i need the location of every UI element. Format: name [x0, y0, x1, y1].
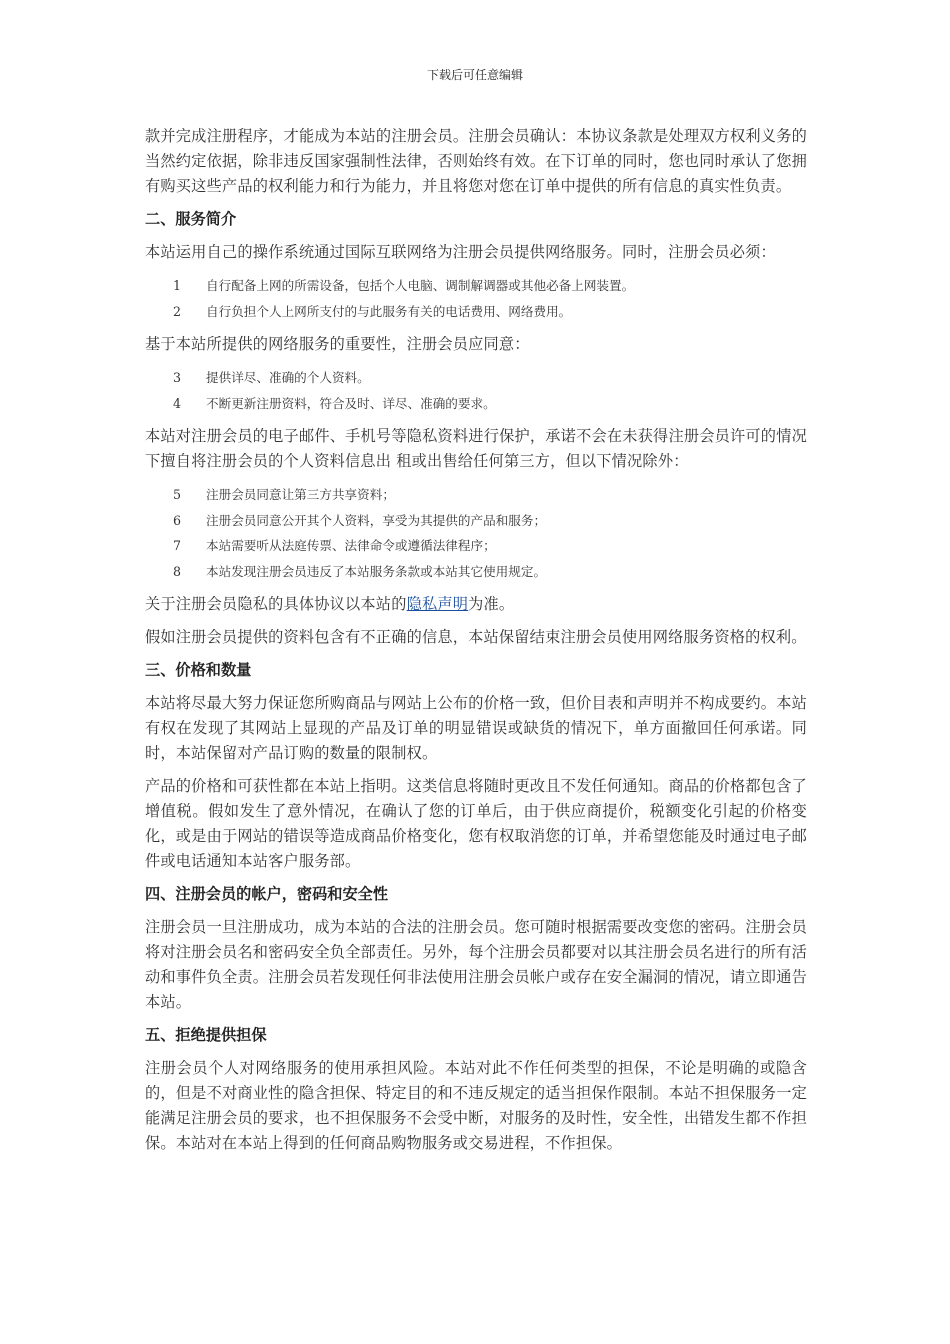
list-text: 注册会员同意公开其个人资料，享受为其提供的产品和服务； — [206, 512, 547, 528]
section-heading-warranty: 五、拒绝提供担保 — [145, 1026, 267, 1044]
section-heading-account: 四、注册会员的帐户，密码和安全性 — [145, 885, 388, 903]
list-number: 7 — [173, 538, 182, 553]
intro-paragraph: 款并完成注册程序，才能成为本站的注册会员。注册会员确认：本协议条款是处理双方权利义务的当然约定依据，除非违反国家强制性法律，否则始终有效。在下订单的同时，您也同时承认了您拥有购买这些产品的权利能力和行为能力，并且将您对您在订单中提供的所有信息的真实性负责。 — [145, 127, 807, 195]
list-text: 本站需要听从法庭传票、法律命令或遵循法律程序； — [206, 538, 496, 553]
list-item — [145, 482, 807, 508]
list-text: 提供详尽、准确的个人资料。 — [206, 370, 370, 385]
list-number: 8 — [173, 563, 182, 579]
account-paragraph: 注册会员一旦注册成功，成为本站的合法的注册会员。您可随时根据需要改变您的密码。注册会员将对注册会员名和密码安全负全部责任。另外，每个注册会员都要对以其注册会员名进行的所有活动和事件负全责。注册会员若发现任何非法使用注册会员帐户或存在安全漏洞的情况，请立即通告本站。 — [145, 918, 807, 1011]
list-number: 4 — [173, 395, 182, 411]
section-heading-price: 三、价格和数量 — [145, 661, 252, 679]
list-item — [145, 299, 807, 325]
list-item — [145, 508, 807, 534]
agreement-paragraph: 基于本站所提供的网络服务的重要性，注册会员应同意： — [145, 335, 530, 353]
incorrect-info-paragraph: 假如注册会员提供的资料包含有不正确的信息，本站保留结束注册会员使用网络服务资格的权利。 — [145, 628, 807, 646]
privacy-paragraph: 本站对注册会员的电子邮件、手机号等隐私资料进行保护，承诺不会在未获得注册会员许可的情况下擅自将注册会员的个人资料信息出 租或出售给任何第三方，但以下情况除外： — [145, 427, 807, 470]
privacy-text-after: 为准。 — [468, 595, 515, 613]
list-item — [145, 559, 807, 585]
agreement-list — [145, 365, 807, 416]
privacy-text-before: 关于注册会员隐私的具体协议以本站的 — [145, 595, 407, 613]
list-number: 2 — [173, 303, 182, 319]
privacy-policy-paragraph — [145, 592, 807, 617]
section-heading-service: 二、服务简介 — [145, 210, 237, 228]
list-number: 5 — [173, 487, 182, 502]
list-item — [145, 273, 807, 299]
list-text: 自行配备上网的所需设备，包括个人电脑、调制解调器或其他必备上网装置。 — [206, 278, 635, 293]
warranty-paragraph: 注册会员个人对网络服务的使用承担风险。本站对此不作任何类型的担保，不论是明确的或隐含的，但是不对商业性的隐含担保、特定目的和不违反规定的适当担保作限制。本站不担保服务一定能满足注册会员的要求，也不担保服务不会受中断，对服务的及时性，安全性，出错发生都不作担保。本站对在本站上得到的任何商品购物服务或交易进程，不作担保。 — [145, 1059, 807, 1152]
list-text: 自行负担个人上网所支付的与此服务有关的电话费用、网络费用。 — [206, 303, 572, 319]
list-item — [145, 533, 807, 559]
list-number: 6 — [173, 512, 182, 528]
list-number: 3 — [173, 370, 182, 385]
list-number: 1 — [173, 278, 182, 293]
exception-list — [145, 482, 807, 584]
list-text: 注册会员同意让第三方共享资料； — [206, 487, 395, 502]
list-text: 不断更新注册资料，符合及时、详尽、准确的要求。 — [206, 395, 496, 411]
equipment-list — [145, 273, 807, 324]
list-item — [145, 391, 807, 417]
privacy-statement-link[interactable]: 隐私声明 — [406, 595, 469, 613]
list-text: 本站发现注册会员违反了本站服务条款或本站其它使用规定。 — [206, 563, 547, 579]
price-paragraph-1: 本站将尽最大努力保证您所购商品与网站上公布的价格一致，但价目表和声明并不构成要约。本站有权在发现了其网站上显现的产品及订单的明显错误或缺货的情况下，单方面撤回任何承诺。同时，本站保留对产品订购的数量的限制权。 — [145, 694, 807, 762]
service-paragraph: 本站运用自己的操作系统通过国际互联网络为注册会员提供网络服务。同时，注册会员必须： — [145, 243, 776, 261]
list-item — [145, 365, 807, 391]
price-paragraph-2: 产品的价格和可获性都在本站上指明。这类信息将随时更改且不发任何通知。商品的价格都包含了增值税。假如发生了意外情况，在确认了您的订单后，由于供应商提价，税额变化引起的价格变化，或是由于网站的错误等造成商品价格变化，您有权取消您的订单，并希望您能及时通过电子邮件或电话通知本站客户服务部。 — [145, 777, 807, 870]
document-body — [145, 124, 807, 1164]
page-header: 下载后可任意编辑 — [426, 68, 523, 82]
